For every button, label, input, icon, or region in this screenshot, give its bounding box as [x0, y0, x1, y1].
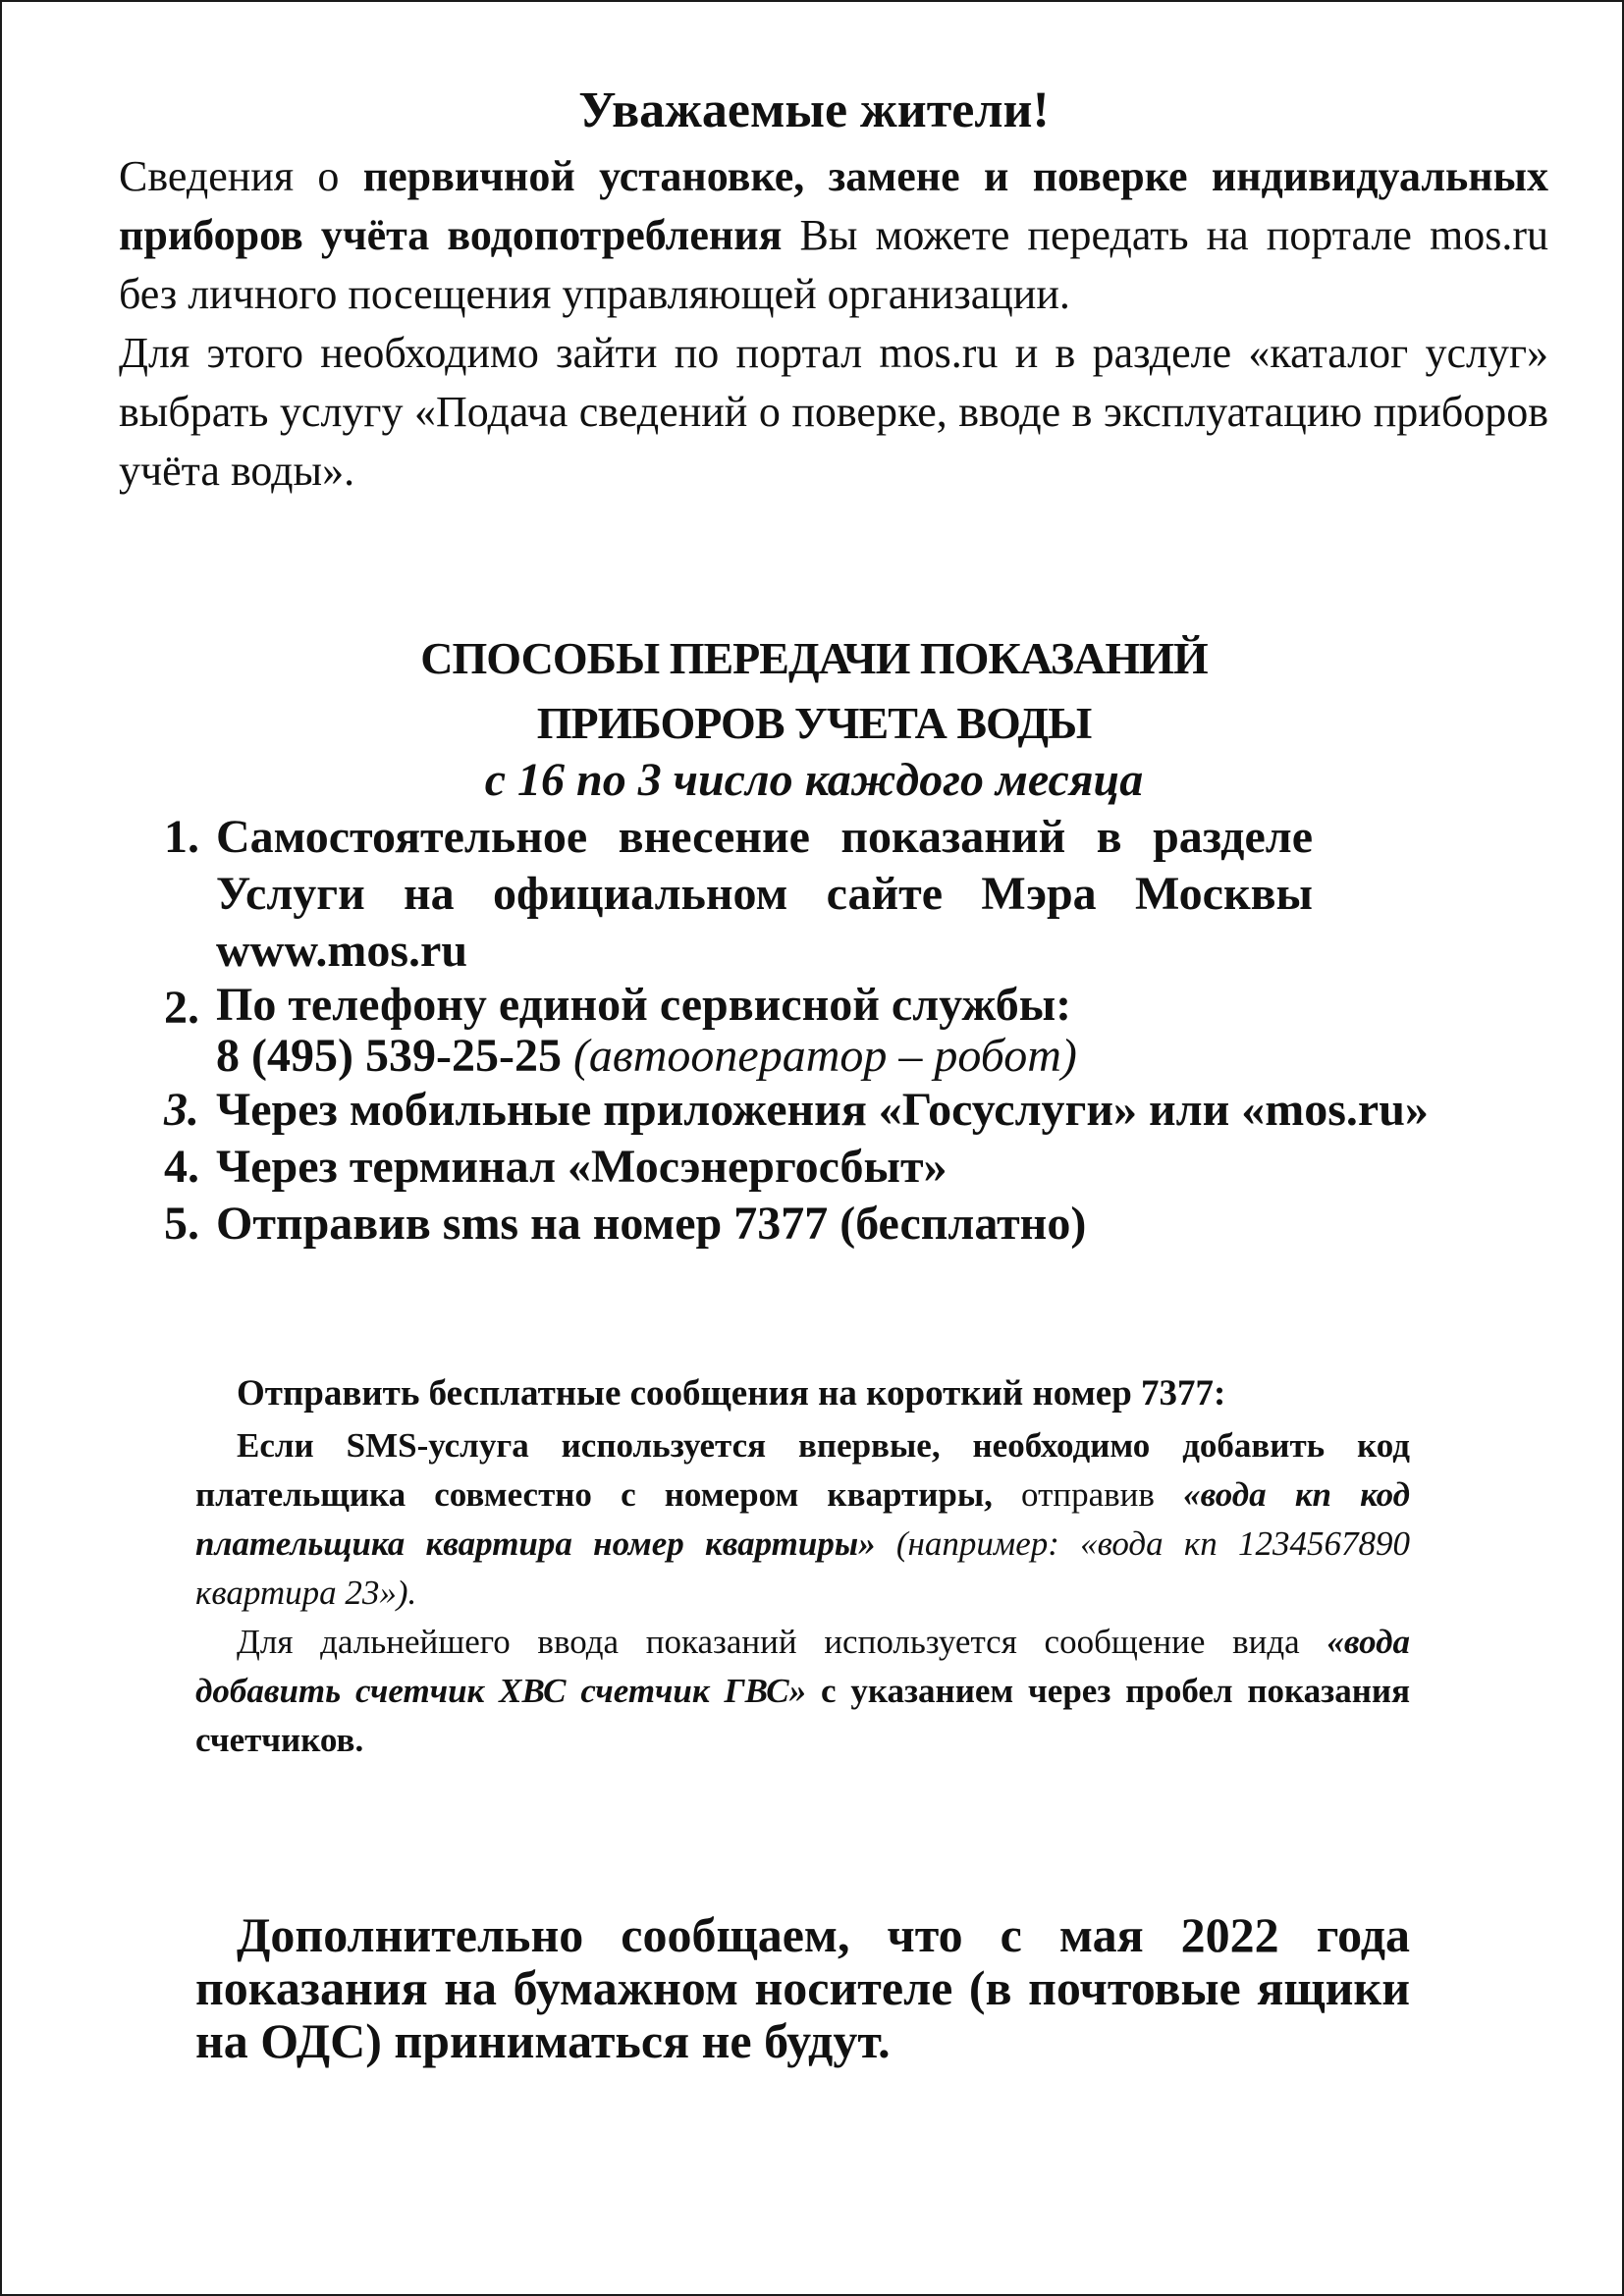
ways-title-line-2: ПРИБОРОВ УЧЕТА ВОДЫ — [536, 698, 1092, 748]
list-item-text: По телефону единой сервисной службы: — [216, 979, 1072, 1031]
sms-p1-example: (например: «вода кп 1234567890 квартира 23»). — [195, 1524, 1410, 1612]
greeting-heading: Уважаемые жители! — [578, 82, 1050, 138]
final-note — [195, 1908, 1410, 2067]
list-item-text: Самостоятельное внесение показаний в разделе Услуги на официальном сайте Мэра Москвы www.mos.ru — [216, 811, 1313, 977]
list-item — [164, 809, 1313, 980]
intro-text-1: Сведения о — [119, 152, 363, 200]
phone-line — [216, 1031, 1489, 1082]
ways-title-line-1: СПОСОБЫ ПЕРЕДАЧИ ПОКАЗАНИЙ — [420, 633, 1208, 683]
sms-p2-text: Для дальнейшего ввода показаний используется сообщение вида — [237, 1623, 1327, 1661]
list-item-number: 3. — [164, 1084, 199, 1136]
phone-note: (автооператор – робот) — [572, 1030, 1077, 1082]
sms-heading: Отправить бесплатные сообщения на короткий номер 7377: — [237, 1373, 1226, 1414]
sms-p2-command: «вода добавить счетчик ХВС счетчик ГВС» — [195, 1623, 1410, 1710]
sms-p1-bold: Если SMS-услуга используется впервые, необходимо добавить код плательщика совместно с номером квартиры, — [195, 1426, 1410, 1514]
sms-instructions — [195, 1368, 1410, 1765]
list-item — [164, 980, 1489, 1082]
phone-number: 8 (495) 539-25-25 — [216, 1030, 562, 1082]
list-item-number: 2. — [164, 982, 199, 1034]
ways-title — [2, 626, 1624, 756]
intro-paragraph-2: Для этого необходимо зайти по портал mos.ru и в разделе «каталог услуг» выбрать услугу «Подача сведений о поверке, вводе в эксплуатацию приборов учёта воды». — [119, 329, 1548, 495]
intro-section — [119, 147, 1548, 501]
list-item — [164, 1082, 1489, 1139]
sms-paragraph-2 — [195, 1618, 1410, 1765]
intro-paragraph-1 — [119, 147, 1548, 324]
sms-paragraph-1 — [195, 1421, 1410, 1618]
list-item-text: Через мобильные приложения «Госуслуги» или «mos.ru» — [216, 1084, 1429, 1136]
intro-bold-text: первичной установке, замене и поверке индивидуальных приборов учёта водопотребления — [119, 152, 1548, 259]
final-note-text: Дополнительно сообщаем, что с мая 2022 года показания на бумажном носителе (в почтовые ящики на ОДС) приниматься не будут. — [195, 1907, 1410, 2068]
sms-p2-bold: с указанием через пробел показания счетчиков. — [195, 1672, 1411, 1759]
list-item-text: Через терминал «Мосэнергосбыт» — [216, 1141, 947, 1193]
sms-p1-command: «вода кп код плательщика квартира номер квартиры» — [195, 1475, 1410, 1563]
list-item-number: 1. — [164, 811, 199, 863]
sms-p1-text: отправив — [992, 1475, 1184, 1514]
list-item-number: 5. — [164, 1198, 199, 1250]
intro-text-2: Вы можете передать на портале mos.ru без личного посещения управляющей организации. — [119, 211, 1548, 318]
period-subtitle: с 16 по 3 число каждого месяца — [484, 754, 1144, 806]
list-item — [164, 1139, 1489, 1196]
list-item — [164, 1196, 1489, 1253]
ways-list — [164, 809, 1489, 1253]
list-item-number: 4. — [164, 1141, 199, 1193]
list-item-text: Отправив sms на номер 7377 (бесплатно) — [216, 1198, 1087, 1250]
